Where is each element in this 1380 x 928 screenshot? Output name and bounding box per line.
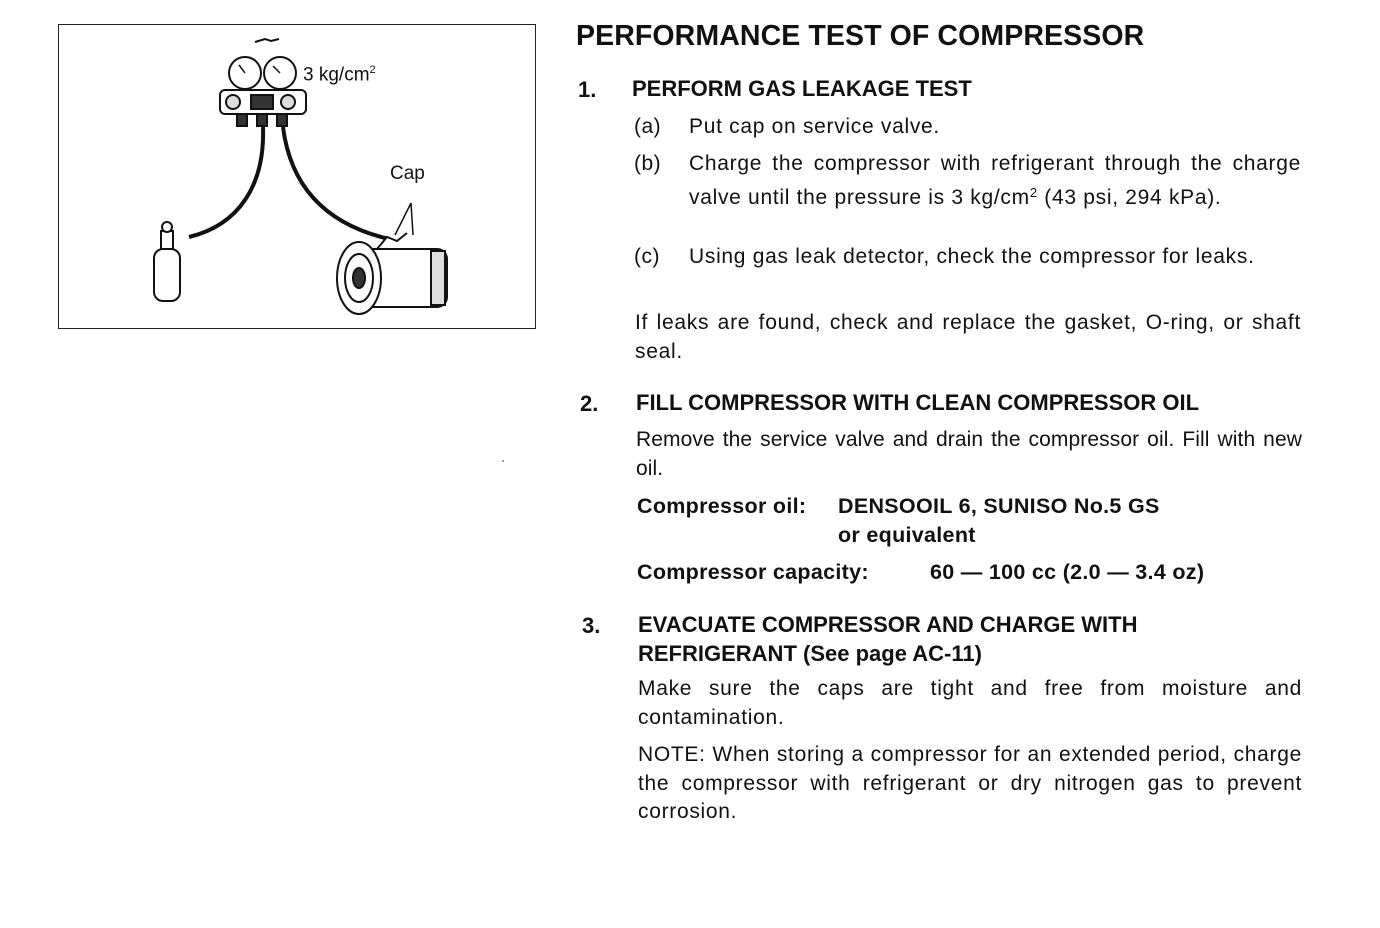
section-2-heading: FILL COMPRESSOR WITH CLEAN COMPRESSOR OIL xyxy=(636,390,1200,415)
section-3-heading-line-1: EVACUATE COMPRESSOR AND CHARGE WITH xyxy=(638,612,1138,637)
pressure-label: 3 $kg/cm^2$ xyxy=(303,64,376,86)
step-b-label: (b) xyxy=(634,152,662,175)
section-2-number: 2. xyxy=(580,391,599,416)
capacity-label: Compressor capacity: xyxy=(637,560,869,584)
cap-leader-lines xyxy=(395,203,413,235)
cap-label: Cap xyxy=(390,163,425,184)
oil-label: Compressor oil: xyxy=(637,494,807,518)
step-c-text: Using gas leak detector, check the compressor for leaks. xyxy=(689,245,1255,268)
section-3-number: 3. xyxy=(582,613,601,638)
gauge-compressor-illustration xyxy=(59,25,537,330)
oil-value-line-1: DENSOOIL 6, SUNISO No.5 GS xyxy=(838,494,1160,518)
section-3-body: Make sure the caps are tight and free from moisture and contamination. xyxy=(638,677,1302,729)
step-a-text: Put cap on service valve. xyxy=(689,115,940,138)
capacity-value: 60 — 100 cc (2.0 — 3.4 oz) xyxy=(930,560,1205,584)
step-c-label: (c) xyxy=(634,245,660,268)
section-3-heading-line-2: REFRIGERANT (See page AC-11) xyxy=(638,641,982,666)
refrigerant-cylinder-icon xyxy=(154,222,180,301)
hose-to-cylinder xyxy=(189,127,263,237)
page-title: PERFORMANCE TEST OF COMPRESSOR xyxy=(576,20,1145,52)
compressor-test-figure xyxy=(58,24,536,329)
section-1-note: If leaks are found, check and replace the gasket, O-ring, or shaft seal. xyxy=(635,311,1301,363)
scan-speck xyxy=(502,460,504,462)
hose-to-compressor xyxy=(283,127,389,239)
compressor-icon xyxy=(337,233,447,314)
section-3-note: NOTE: When storing a compressor for an extended period, charge the compressor with refrigerant or dry nitrogen gas to prevent corrosion. xyxy=(638,743,1302,823)
step-b-text: Charge the compressor with refrigerant through the charge valve until the pressure is 3 $kg/cm^2$ (43 psi, 294 kPa). xyxy=(689,152,1301,209)
manifold-gauge-icon xyxy=(220,39,306,126)
section-1-heading: PERFORM GAS LEAKAGE TEST xyxy=(632,76,972,101)
oil-value-line-2: or equivalent xyxy=(838,523,976,547)
section-2-body: Remove the service valve and drain the compressor oil. Fill with new oil. xyxy=(636,428,1302,480)
section-1-number: 1. xyxy=(578,77,597,102)
step-a-label: (a) xyxy=(634,115,662,138)
